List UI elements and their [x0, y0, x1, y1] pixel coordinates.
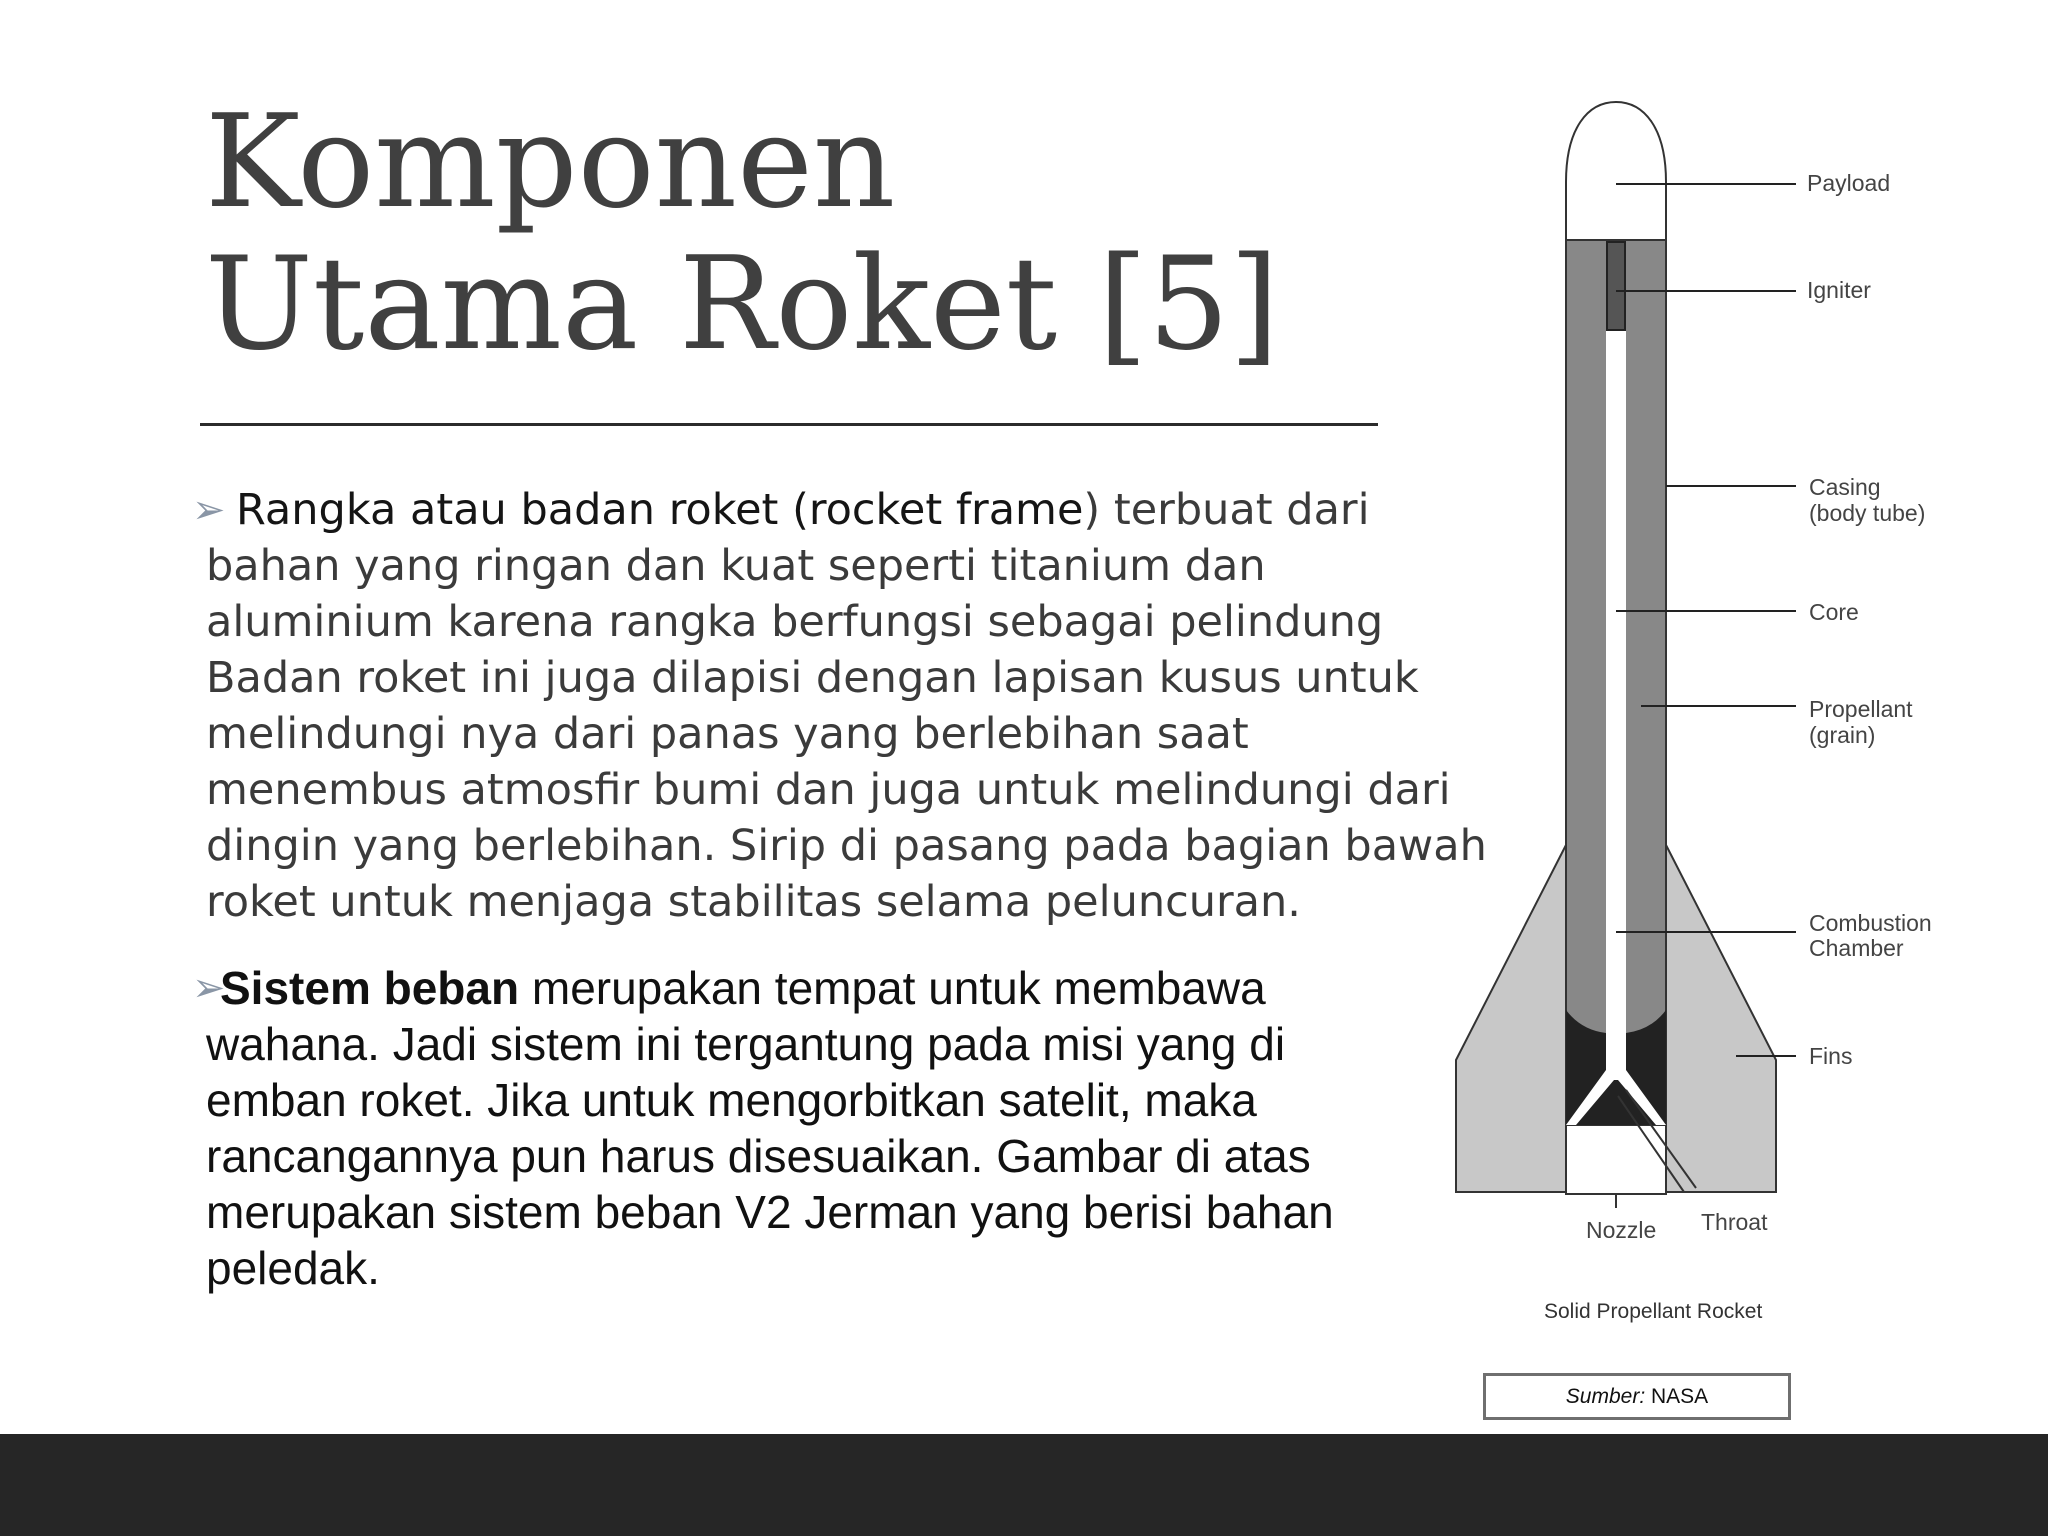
paragraph1-rest: ) terbuat dari [1083, 485, 1370, 535]
paragraph1-line: melindungi nya dari panas yang berlebihan saat [206, 709, 1249, 759]
title-divider [200, 423, 1378, 426]
label-combustion: Combustion [1809, 910, 1932, 936]
rocket-diagram-svg [1416, 90, 1956, 1323]
source-credit [1483, 1373, 1791, 1420]
paragraph1-bold: Rangka atau badan roket (rocket frame [236, 485, 1084, 535]
label-propellant: Propellant [1809, 696, 1913, 722]
paragraph1-line: Badan roket ini juga dilapisi dengan lapisan kusus untuk [206, 653, 1419, 703]
paragraph1-line: aluminium karena rangka berfungsi sebagai pelindung [206, 597, 1384, 647]
label-core: Core [1809, 599, 1859, 625]
igniter-rod [1607, 242, 1625, 330]
paragraph2-line-1 [220, 960, 1334, 1016]
body-text-area [180, 470, 1487, 1320]
rocket-diagram [1416, 90, 1956, 1323]
slide-title [205, 88, 1280, 379]
paragraph-payload-system [192, 960, 1334, 1296]
footer-bar [0, 1434, 2048, 1536]
paragraph2-line: emban roket. Jika untuk mengorbitkan satelit, maka [206, 1074, 1257, 1126]
source-label: Sumber: [1565, 1385, 1646, 1408]
label-casing-sub: (body tube) [1809, 500, 1926, 526]
paragraph1-line: menembus atmosfir bumi dan juga untuk melindungi dari [206, 765, 1451, 815]
nozzle-bracket [1566, 1162, 1666, 1194]
right-fin [1666, 845, 1776, 1192]
diagram-caption: Solid Propellant Rocket [1544, 1300, 1763, 1323]
label-combustion-sub: Chamber [1809, 935, 1904, 961]
label-propellant-sub: (grain) [1809, 722, 1876, 748]
title-line-2: Utama Roket [5] [205, 230, 1280, 379]
label-nozzle: Nozzle [1586, 1217, 1657, 1243]
label-fins: Fins [1809, 1043, 1853, 1069]
paragraph2-line: merupakan sistem beban V2 Jerman yang berisi bahan [206, 1186, 1334, 1238]
label-igniter: Igniter [1807, 277, 1871, 303]
bullet-arrow-icon: ➢ [192, 487, 226, 533]
paragraph1-line: dingin yang berlebihan. Sirip di pasang pada bagian bawah [206, 821, 1487, 871]
payload-nose [1566, 102, 1666, 240]
source-value: NASA [1645, 1385, 1709, 1408]
title-line-1: Komponen [205, 88, 896, 237]
label-casing: Casing [1809, 474, 1881, 500]
paragraph2-line: peledak. [206, 1242, 380, 1294]
bullet-arrow-icon: ➢ [192, 965, 226, 1011]
paragraph1-line: bahan yang ringan dan kuat seperti titanium dan [206, 541, 1266, 591]
label-throat: Throat [1701, 1209, 1768, 1235]
label-payload: Payload [1807, 170, 1891, 196]
paragraph2-rest: merupakan tempat untuk membawa [519, 962, 1266, 1014]
paragraph-rocket-frame [192, 482, 1487, 930]
paragraph2-bold: Sistem beban [220, 962, 520, 1014]
paragraph2-line: rancangannya pun harus disesuaikan. Gambar di atas [206, 1130, 1311, 1182]
paragraph1-line-1 [236, 482, 1487, 538]
left-fin [1456, 845, 1566, 1192]
paragraph2-line: wahana. Jadi sistem ini tergantung pada misi yang di [206, 1018, 1286, 1070]
paragraph1-line: roket untuk menjaga stabilitas selama peluncuran. [206, 877, 1301, 927]
